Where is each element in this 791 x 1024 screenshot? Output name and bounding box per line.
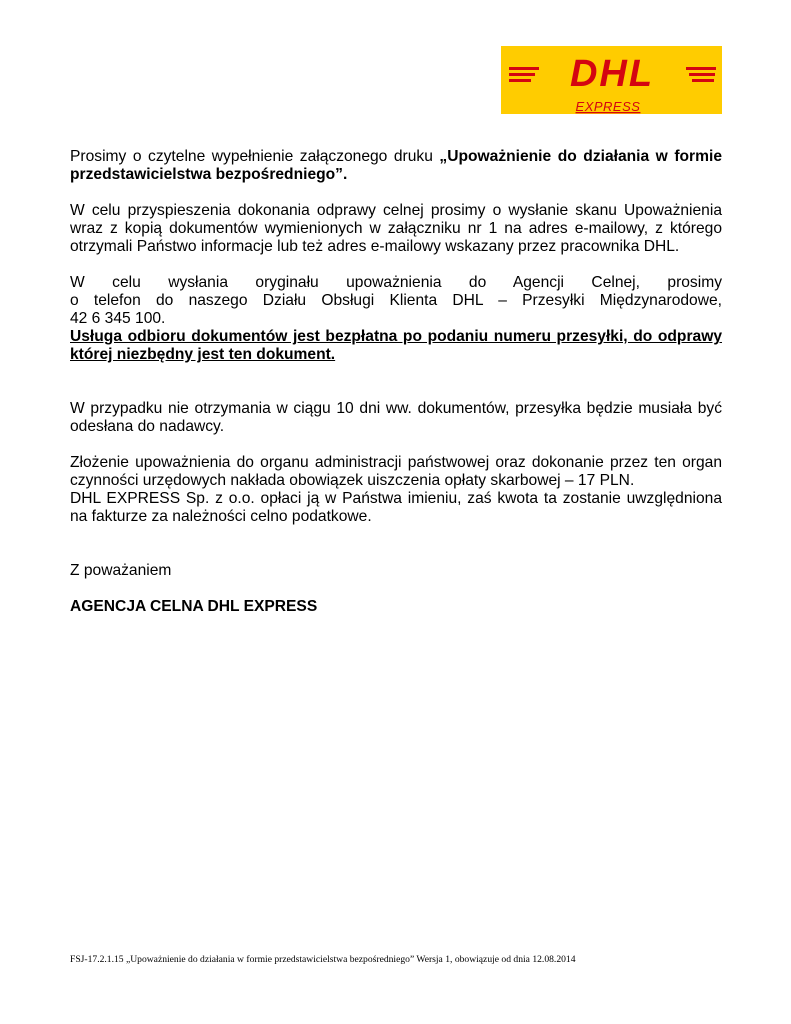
document-footer: FSJ-17.2.1.15 „Upoważnienie do działania w formie przedstawicielstwa bezpośredniego” Wersja 1, obowiązuje od dnia 12.08.2014 (70, 954, 576, 965)
express-wordmark: EXPRESS (575, 99, 641, 114)
dhl-logo-graphic (501, 46, 722, 114)
paragraph-original-request (70, 274, 722, 364)
intro-text: Prosimy o czytelne wypełnienie załączonego druku (70, 148, 440, 165)
paragraph-scan-request: W celu przyspieszenia dokonania odprawy celnej prosimy o wysłanie skanu Upoważnienia wraz z kopią dokumentów wymienionych w załączniku nr 1 na adres e-mailowy, z którego otrzymali Państwo informacje lub też adres e-mailowy wskazany przez pracownika DHL. (70, 202, 722, 255)
paragraph-invoice-note: DHL EXPRESS Sp. z o.o. opłaci ją w Państwa imieniu, zaś kwota ta zostanie uwzględniona na fakturze za należności celno podatkowe. (70, 490, 722, 525)
free-pickup-notice: Usługa odbioru dokumentów jest bezpłatna po podaniu numeru przesyłki, do odprawy której niezbędny jest ten dokument. (70, 328, 722, 363)
form-title: „Upoważnienie do działania w formie przedstawicielstwa bezpośredniego”. (70, 148, 722, 183)
signature: AGENCJA CELNA DHL EXPRESS (70, 598, 318, 615)
paragraph-intro (70, 148, 722, 184)
paragraph-return-warning: W przypadku nie otrzymania w ciągu 10 dni ww. dokumentów, przesyłka będzie musiała być odesłana do nadawcy. (70, 400, 722, 435)
dhl-wordmark: DHL (569, 53, 655, 95)
paragraph-stamp-duty: Złożenie upoważnienia do organu administracji państwowej oraz dokonanie przez ten organ czynności urzędowych nakłada obowiązek uiszczenia opłaty skarbowej – 17 PLN. (70, 454, 722, 489)
dhl-express-logo (501, 46, 722, 114)
original-request-line-2: o telefon do naszego Działu Obsługi Klienta DHL – Przesyłki Międzynarodowe, (70, 292, 722, 309)
phone-number: 42 6 345 100. (70, 310, 166, 327)
closing: Z poważaniem (70, 562, 172, 579)
letter-body (70, 148, 722, 616)
original-request-line-1: W celu wysłania oryginału upoważnienia do Agencji Celnej, prosimy (70, 274, 722, 291)
